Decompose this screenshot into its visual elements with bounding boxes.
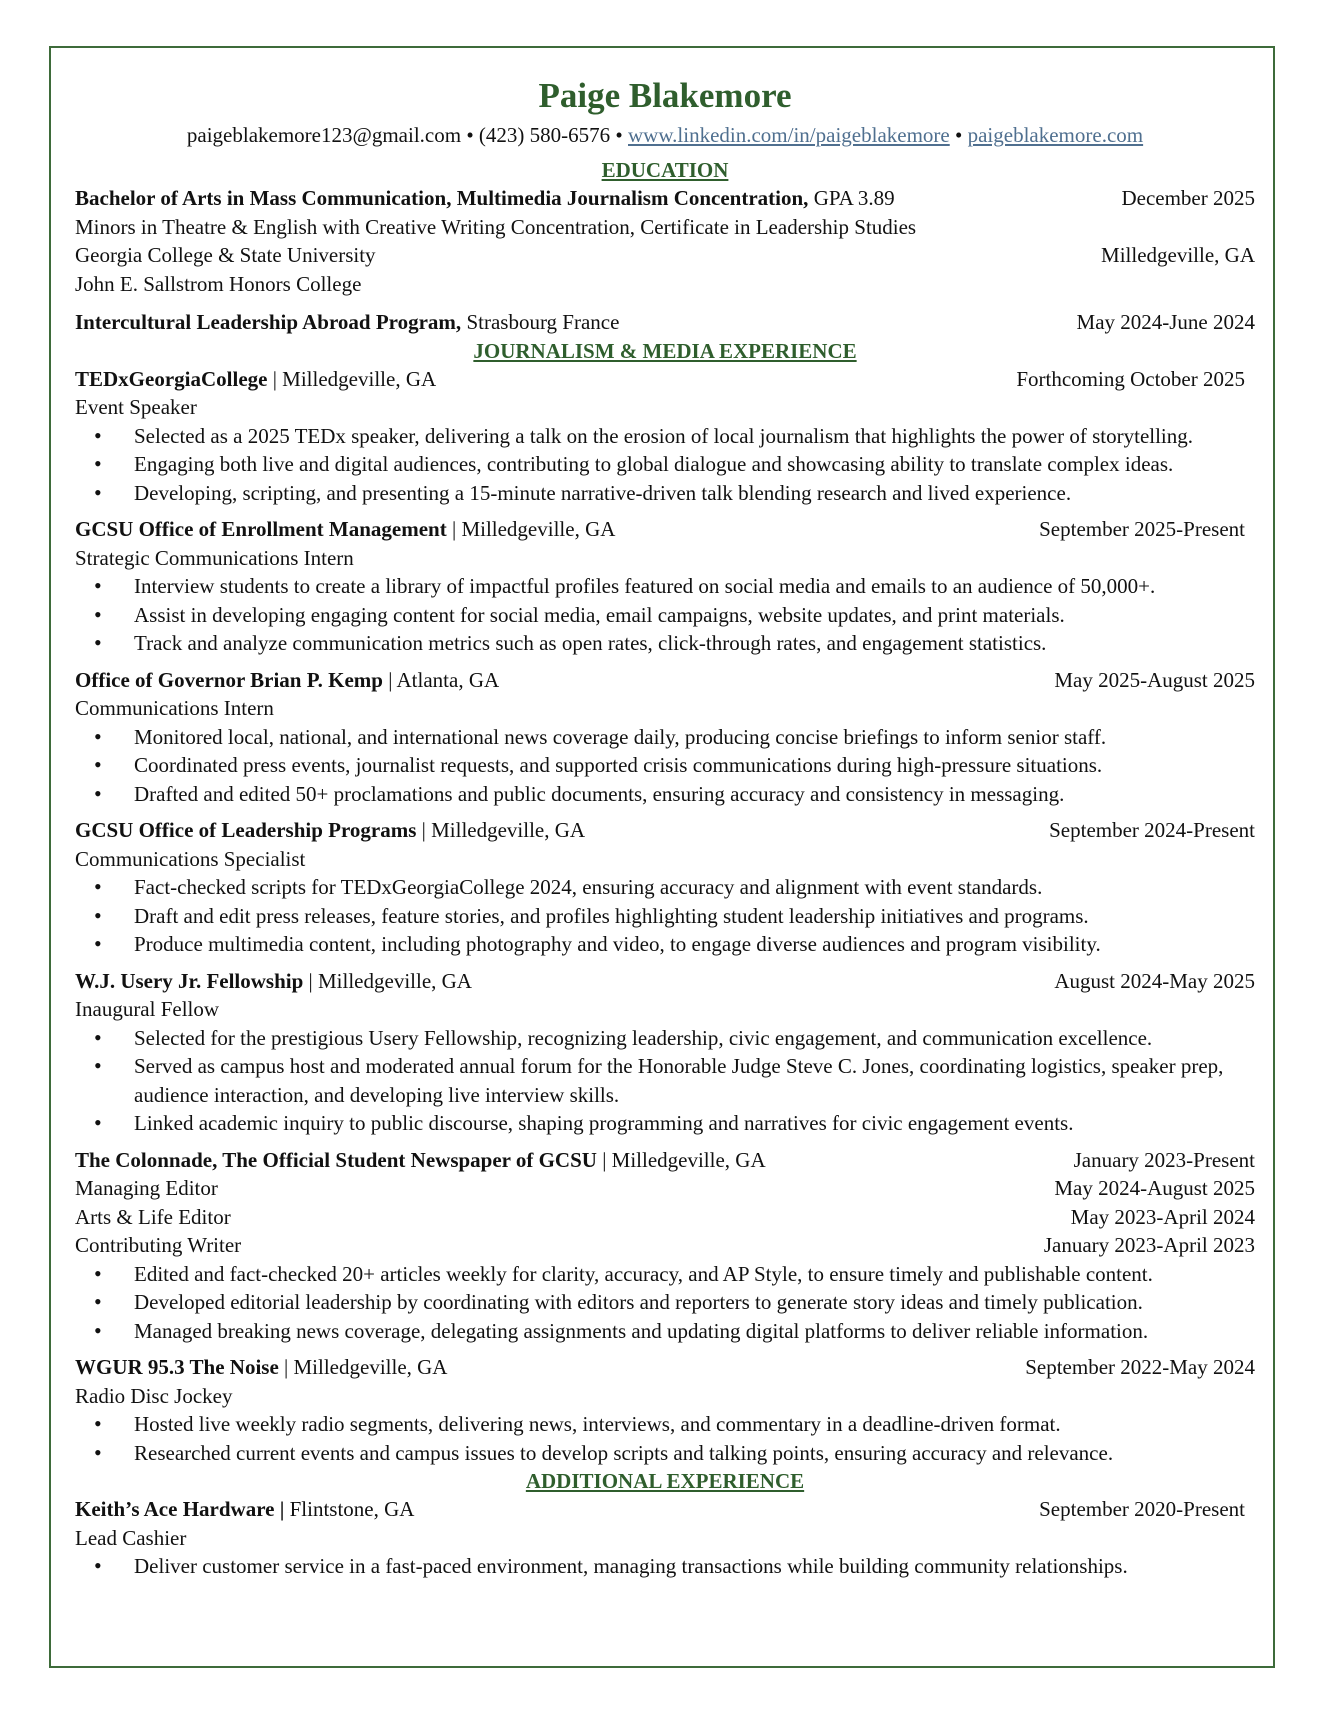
job-bullets <box>75 1552 1255 1581</box>
bullet-item: • Draft and edit press releases, feature stories, and profiles highlighting student leadership initiatives and programs. <box>75 902 1255 931</box>
bullet-item: • Selected for the prestigious Usery Fellowship, recognizing leadership, civic engagement, and communication excellence. <box>75 1024 1255 1053</box>
abroad-date: May 2024-June 2024 <box>1076 310 1255 334</box>
school-location: Milledgeville, GA <box>1101 243 1255 267</box>
additional-heading: ADDITIONAL EXPERIENCE <box>525 1469 805 1493</box>
contact-line <box>75 120 1255 150</box>
job-header <box>75 967 1255 996</box>
role-row <box>75 1231 1255 1260</box>
degree: Bachelor of Arts in Mass Communication, Multimedia Journalism Concentration, <box>75 186 809 210</box>
job-header <box>75 1353 1255 1382</box>
job-header <box>75 1495 1255 1524</box>
bullet-item: • Produce multimedia content, including photography and video, to engage diverse audiences and program visibility. <box>75 930 1255 959</box>
phone: (423) 580-6576 <box>478 123 611 147</box>
job-role: Contributing Writer <box>75 1233 242 1257</box>
bullet-item: • Developed editorial leadership by coordinating with editors and reporters to generate story ideas and timely publication. <box>75 1288 1255 1317</box>
bullet-item: • Fact-checked scripts for TEDxGeorgiaCollege 2024, ensuring accuracy and alignment with event standards. <box>75 873 1255 902</box>
gpa: GPA 3.89 <box>808 186 895 210</box>
job-header <box>75 666 1255 695</box>
separator: • <box>954 123 963 147</box>
job-org: WGUR 95.3 The Noise <box>75 1355 279 1379</box>
job-header <box>75 1146 1255 1175</box>
bullet-item: • Monitored local, national, and international news coverage daily, producing concise briefings to inform senior staff. <box>75 723 1255 752</box>
job-bullets <box>75 723 1255 809</box>
job-location: | Milledgeville, GA <box>267 366 437 391</box>
job-bullets <box>75 1260 1255 1346</box>
job-location: Flintstone, GA <box>284 1497 415 1521</box>
separator: • <box>615 123 623 147</box>
email[interactable]: paigeblakemore123@gmail.com <box>186 123 462 147</box>
education-heading: EDUCATION <box>601 158 729 182</box>
job-location: | Milledgeville, GA <box>416 818 586 842</box>
bullet-item: • Track and analyze communication metrics such as open rates, click-through rates, and engagement statistics. <box>75 629 1255 658</box>
job-header <box>75 365 1255 394</box>
job-date: September 2025-Present <box>1039 517 1245 541</box>
job-org: TEDxGeorgiaCollege <box>75 366 268 391</box>
job-role: Arts & Life Editor <box>75 1204 231 1229</box>
minors: Minors in Theatre & English with Creative Writing Concentration, Certificate in Leadership Studies <box>75 214 917 239</box>
bullet-item: • Engaging both live and digital audiences, contributing to global dialogue and showcasing ability to translate complex ideas. <box>75 450 1255 479</box>
role-row <box>75 1174 1255 1203</box>
job-date: September 2022-May 2024 <box>1025 1355 1255 1379</box>
job-location: | Milledgeville, GA <box>596 1147 766 1172</box>
job-header <box>75 816 1255 845</box>
job-org: GCSU Office of Enrollment Management <box>75 517 447 541</box>
job-org: The Colonnade, The Official Student Newspaper of GCSU <box>75 1147 597 1172</box>
job-bullets <box>75 1024 1255 1138</box>
role-date: May 2023-April 2024 <box>1070 1204 1255 1229</box>
bullet-item: • Hosted live weekly radio segments, delivering news, interviews, and commentary in a deadline-driven format. <box>75 1410 1255 1439</box>
bullet-item: • Developing, scripting, and presenting a 15-minute narrative-driven talk blending research and lived experience. <box>75 479 1255 508</box>
job-date: September 2024-Present <box>1049 818 1255 842</box>
candidate-name: Paige Blakemore <box>538 76 792 115</box>
linkedin-link[interactable]: www.linkedin.com/in/paigeblakemore <box>628 123 950 147</box>
abroad-location: Strasbourg France <box>461 310 620 334</box>
role-row <box>75 1203 1255 1232</box>
job-location: | Milledgeville, GA <box>446 517 616 541</box>
job-role: Event Speaker <box>75 395 197 419</box>
role-date: January 2023-April 2023 <box>1043 1233 1255 1257</box>
job-org: GCSU Office of Leadership Programs <box>75 818 417 842</box>
job-location: | Atlanta, GA <box>382 667 500 692</box>
bullet-item: • Drafted and edited 50+ proclamations and public documents, ensuring accuracy and consistency in messaging. <box>75 780 1255 809</box>
role-date: May 2024-August 2025 <box>1054 1176 1255 1200</box>
job-date: September 2020-Present <box>1039 1497 1245 1521</box>
job-org: W.J. Usery Jr. Fellowship <box>75 968 304 993</box>
job-role: Inaugural Fellow <box>75 997 220 1021</box>
bullet-item: • Selected as a 2025 TEDx speaker, delivering a talk on the erosion of local journalism that highlights the power of storytelling. <box>75 422 1255 451</box>
separator: • <box>466 123 474 147</box>
job-bullets <box>75 1410 1255 1467</box>
school: Georgia College & State University <box>75 243 376 267</box>
job-location: | Milledgeville, GA <box>278 1355 448 1379</box>
honors-college: John E. Sallstrom Honors College <box>75 271 362 296</box>
bullet-item: • Interview students to create a library of impactful profiles featured on social media and emails to an audience of 50,000+. <box>75 572 1255 601</box>
job-header <box>75 515 1255 544</box>
job-role: Communications Intern <box>75 696 274 720</box>
job-role: Radio Disc Jockey <box>75 1383 233 1408</box>
journalism-heading: JOURNALISM & MEDIA EXPERIENCE <box>473 338 857 363</box>
bullet-item: • Managed breaking news coverage, delegating assignments and updating digital platforms to deliver reliable information. <box>75 1317 1255 1346</box>
abroad-row <box>75 308 1255 337</box>
job-bullets <box>75 873 1255 959</box>
job-role: Strategic Communications Intern <box>75 545 354 570</box>
bullet-item: • Edited and fact-checked 20+ articles weekly for clarity, accuracy, and AP Style, to ensure timely and publishable content. <box>75 1260 1255 1289</box>
bullet-item: • Researched current events and campus issues to develop scripts and talking points, ensuring accuracy and relevance. <box>75 1439 1255 1468</box>
job-date: January 2023-Present <box>1073 1147 1255 1172</box>
bullet-item: • Coordinated press events, journalist requests, and supported crisis communications during high-pressure situations. <box>75 751 1255 780</box>
bullet-item: • Deliver customer service in a fast-paced environment, managing transactions while building community relationships. <box>75 1552 1255 1581</box>
job-date: August 2024-May 2025 <box>1054 968 1255 993</box>
job-bullets <box>75 422 1255 508</box>
bullet-item: • Assist in developing engaging content for social media, email campaigns, website updates, and print materials. <box>75 601 1255 630</box>
job-location: | Milledgeville, GA <box>303 968 472 993</box>
degree-date: December 2025 <box>1121 186 1255 210</box>
school-row <box>75 241 1255 270</box>
abroad-program: Intercultural Leadership Abroad Program, <box>75 310 462 334</box>
resume <box>75 72 1255 1581</box>
job-org: Office of Governor Brian P. Kemp <box>75 667 383 692</box>
job-date: May 2025-August 2025 <box>1054 667 1255 692</box>
job-role: Lead Cashier <box>75 1525 187 1550</box>
job-date: Forthcoming October 2025 <box>1016 366 1245 391</box>
job-role: Managing Editor <box>75 1176 218 1200</box>
degree-row <box>75 184 1255 213</box>
bullet-item: • Linked academic inquiry to public discourse, shaping programming and narratives for civic engagement events. <box>75 1109 1255 1138</box>
bullet-item: • Served as campus host and moderated annual forum for the Honorable Judge Steve C. Jones, coordinating logistics, speaker prep, audience interaction, and developing live interview skills. <box>75 1052 1255 1109</box>
job-org: Keith’s Ace Hardware | <box>75 1497 285 1521</box>
job-bullets <box>75 572 1255 658</box>
website-link[interactable]: paigeblakemore.com <box>967 123 1144 147</box>
job-role: Communications Specialist <box>75 846 306 871</box>
